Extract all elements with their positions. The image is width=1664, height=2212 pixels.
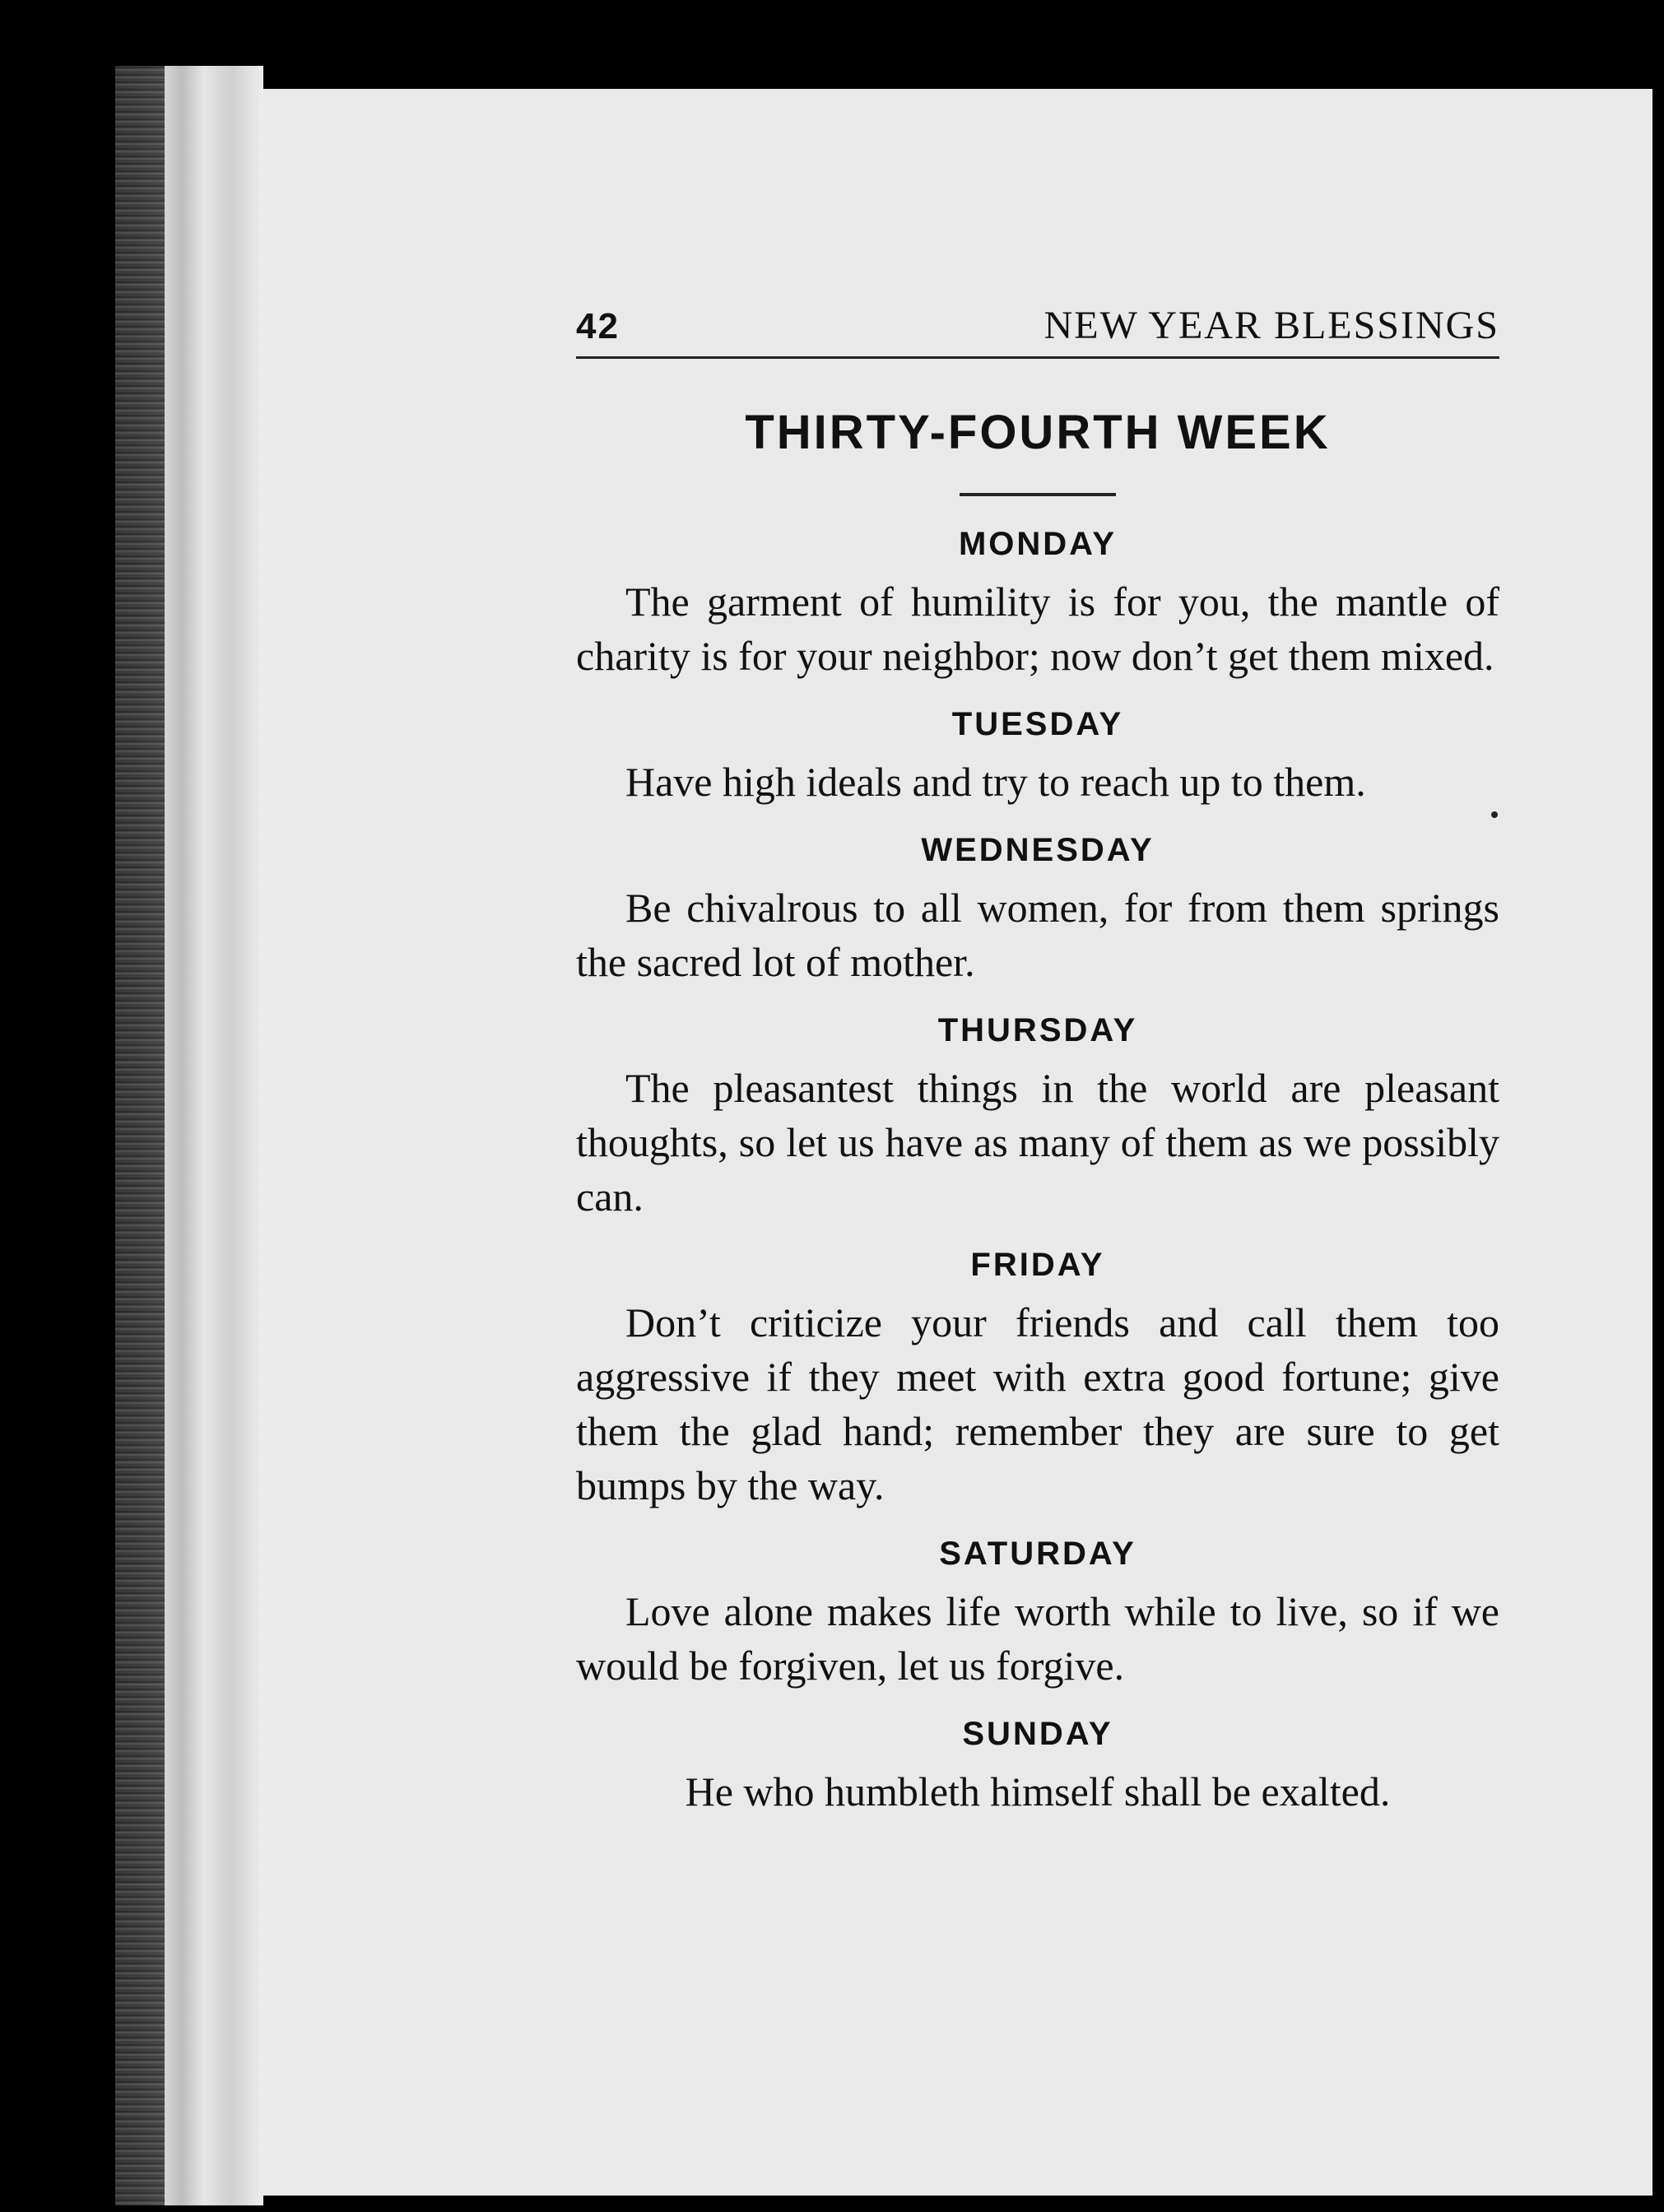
entry-monday: The garment of humility is for you, the mantle of charity is for your neighbor; now don’t get them mixed. <box>576 579 1499 679</box>
day-heading-wednesday: WEDNESDAY <box>921 832 1155 868</box>
book-page-edges <box>115 66 263 2205</box>
chapter-title: THIRTY-FOURTH WEEK <box>745 406 1331 459</box>
entry-friday: Don’t criticize your friends and call them too aggressive if they meet with extra good fortune; give them the glad hand; remember they are sure to get bumps by the way. <box>576 1299 1499 1508</box>
title-rule <box>960 493 1116 496</box>
entry-sunday: He who humbleth himself shall be exalted. <box>685 1768 1391 1815</box>
day-heading-sunday: SUNDAY <box>962 1716 1113 1752</box>
entry-saturday: Love alone makes life worth while to live, so if we would be forgiven, let us forgive. <box>576 1588 1499 1689</box>
entry-wednesday: Be chivalrous to all women, for from them springs the sacred lot of mother. <box>576 885 1499 985</box>
entry-thursday: The pleasantest things in the world are pleasant thoughts, so let us have as many of them as we possibly can. <box>576 1065 1499 1220</box>
book-page <box>263 89 1652 2196</box>
page-number: 42 <box>576 306 620 346</box>
entry-tuesday: Have high ideals and try to reach up to them. <box>625 759 1366 805</box>
day-heading-monday: MONDAY <box>958 526 1118 562</box>
running-head <box>576 303 1499 359</box>
page-content <box>576 303 1499 1842</box>
day-heading-tuesday: TUESDAY <box>951 706 1124 742</box>
day-heading-saturday: SATURDAY <box>939 1536 1136 1572</box>
day-heading-friday: FRIDAY <box>970 1247 1105 1283</box>
day-heading-thursday: THURSDAY <box>937 1012 1138 1048</box>
running-title: NEW YEAR BLESSINGS <box>1043 304 1499 347</box>
